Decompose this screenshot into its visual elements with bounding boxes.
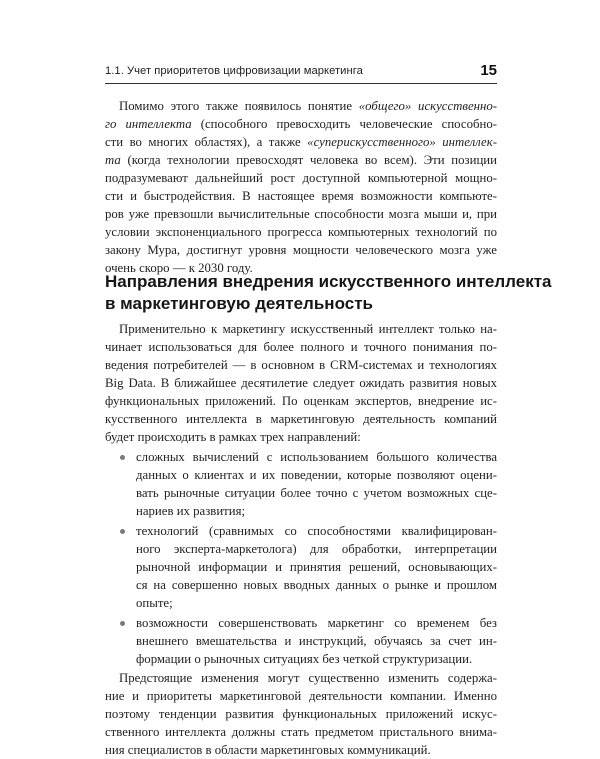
text-line: функциональных приложений. По оценкам экспертов, внедрение ис- — [105, 394, 497, 408]
text-line: условии экспоненциального прогресса компьютерных технологий по — [105, 225, 497, 239]
text-line: будет происходить в рамках трех направлений: — [105, 430, 361, 444]
bullet-icon — [120, 455, 125, 460]
text-line: очень скоро — к 2030 году. — [105, 261, 253, 275]
text-line: подразумевают дальнейший рост доступной компьютерной мощно- — [105, 171, 497, 185]
text-line: данных о клиентах и их поведении, которые позволяют оцени- — [136, 468, 497, 482]
text-line: ния специалистов в области маркетинговых коммуникаций. — [105, 743, 431, 757]
text-line: Применительно к маркетингу искусственный интеллект только на- — [119, 322, 497, 336]
text-line: закону Мура, достигнут уровня мощности человеческого мозга уже — [105, 243, 497, 257]
text-line: кусственного интеллекта в маркетинговую деятельность компаний — [105, 412, 497, 426]
text-line: ся на совершенно новых вводных данных о рынке и прошлом — [136, 578, 497, 592]
running-title: 1.1. Учет приоритетов цифровизации маркетинга — [105, 65, 363, 77]
text-line: возможности совершенствовать маркетинг со временем без — [136, 616, 497, 630]
bullet-icon — [120, 621, 125, 626]
text-line: сложных вычислений с использованием большого количества — [136, 450, 497, 464]
text-line: ров уже превзошли вычислительные способности мозга мыши и, при — [105, 207, 497, 221]
text-line: формации о рыночных ситуациях без четкой структуризации. — [136, 652, 473, 666]
text-line: ние и приоритеты маркетинговой деятельности компании. Именно — [105, 689, 497, 703]
running-header — [105, 61, 497, 84]
text-line: технологий (сравнимых со способностями квалифицирован- — [136, 524, 497, 538]
text-line: та (когда технологии превосходят человека во всем). Эти позиции — [105, 153, 497, 167]
text-line: внешнего вмешательства и инструкций, обучаясь за счет ин- — [136, 634, 497, 648]
bullet-icon — [120, 529, 125, 534]
text-line: Предстоящие изменения могут существенно изменить содержа- — [119, 671, 497, 685]
text-line: го интеллекта (способного превосходить человеческие способно- — [105, 117, 497, 131]
text-line: поэтому тенденции развития функциональных приложений искус- — [105, 707, 497, 721]
text-line: Big Data. В ближайшее десятилетие следует ожидать развития новых — [105, 376, 497, 390]
text-line: нариев их развития; — [136, 504, 246, 518]
heading-line: в маркетинговую деятельность — [105, 294, 373, 313]
text-line: ственного интеллекта должны стать предметом пристального внима- — [105, 725, 497, 739]
text-line: чинает использоваться для более полного и точного понимания по- — [105, 340, 497, 354]
text-line: ведения потребителей — в основном в CRM-системах и технологиях — [105, 358, 497, 372]
text-line: Помимо этого также появилось понятие «общего» искусственно- — [119, 99, 497, 113]
text-line: сти во многих областях), а также «суперискусственного» интеллек- — [105, 135, 497, 149]
text-line: опыте; — [136, 596, 173, 610]
text-line: вать рыночные ситуации более точно с учетом возможных сце- — [136, 486, 497, 500]
text-line: рыночной информации и принятия решений, основывающих- — [136, 560, 497, 574]
text-line: ного эксперта-маркетолога) для обработки, интерпретации — [136, 542, 497, 556]
heading-line: Направления внедрения искусственного интеллекта — [105, 272, 552, 291]
text-line: сти и быстродействия. В настоящее время возможности компьюте- — [105, 189, 497, 203]
page-number: 15 — [480, 62, 497, 79]
